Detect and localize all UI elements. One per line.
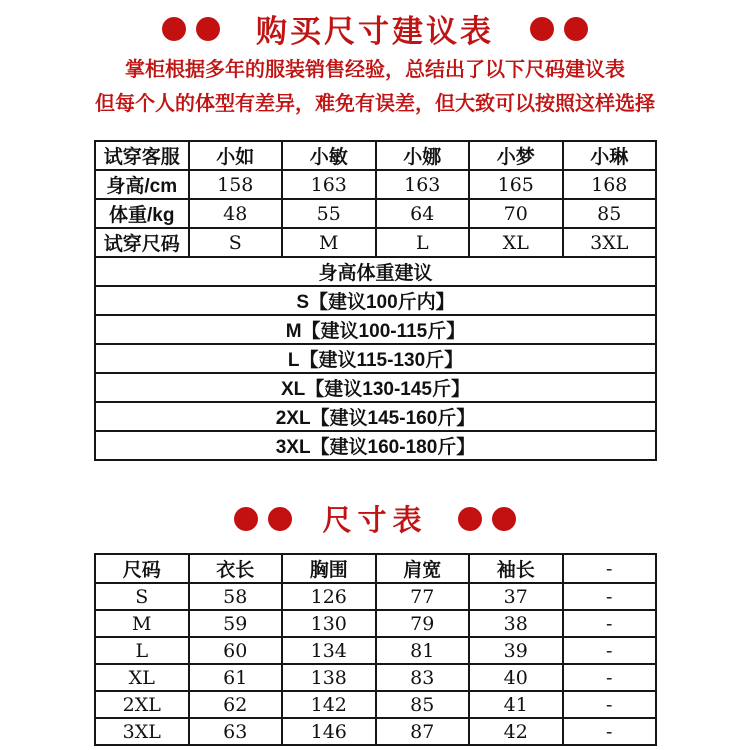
table-cell: 59 <box>189 610 283 637</box>
table-row <box>95 170 656 199</box>
table-cell: 163 <box>282 170 376 199</box>
header-cell: 胸围 <box>282 554 376 583</box>
table-row <box>95 718 656 745</box>
table-cell: M <box>95 610 189 637</box>
header-cell: 体重/kg <box>95 199 189 228</box>
table-cell: 2XL <box>95 691 189 718</box>
size-table-title-row <box>0 498 750 539</box>
red-dot-icon <box>458 507 482 531</box>
header-cell: 袖长 <box>469 554 563 583</box>
table-cell: S <box>95 583 189 610</box>
header-cell: 试穿客服 <box>95 141 189 170</box>
table-cell: 81 <box>376 637 470 664</box>
table-row <box>95 402 656 431</box>
table-row <box>95 637 656 664</box>
table-cell: 小梦 <box>469 141 563 170</box>
table-row <box>95 141 656 170</box>
table-cell: 70 <box>469 199 563 228</box>
suggestion-cell: L【建议115-130斤】 <box>95 344 656 373</box>
table-row <box>95 583 656 610</box>
table-cell: 39 <box>469 637 563 664</box>
table-cell: L <box>376 228 470 257</box>
dot-pair-left <box>234 507 292 531</box>
table-cell: 3XL <box>95 718 189 745</box>
header-cell: 身高/cm <box>95 170 189 199</box>
table-cell: 142 <box>282 691 376 718</box>
table-row <box>95 315 656 344</box>
table-cell: 62 <box>189 691 283 718</box>
table-row <box>95 286 656 315</box>
table-cell: 55 <box>282 199 376 228</box>
table-cell: 126 <box>282 583 376 610</box>
header-cell: 衣长 <box>189 554 283 583</box>
table-cell: 85 <box>563 199 657 228</box>
size-measurements-table <box>94 553 657 746</box>
table-cell: - <box>563 691 657 718</box>
suggestion-cell: S【建议100斤内】 <box>95 286 656 315</box>
table-cell: 165 <box>469 170 563 199</box>
table-cell: 38 <box>469 610 563 637</box>
table-cell: XL <box>95 664 189 691</box>
dot-pair-right <box>458 507 516 531</box>
table-cell: 83 <box>376 664 470 691</box>
table-cell: 小娜 <box>376 141 470 170</box>
table-cell: - <box>563 718 657 745</box>
table-cell: 87 <box>376 718 470 745</box>
red-dot-icon <box>492 507 516 531</box>
table-cell: 42 <box>469 718 563 745</box>
suggestion-cell: 2XL【建议145-160斤】 <box>95 402 656 431</box>
table-row <box>95 431 656 460</box>
table-cell: 138 <box>282 664 376 691</box>
table-cell: - <box>563 583 657 610</box>
table-row <box>95 257 656 286</box>
subtitle-line-1: 掌柜根据多年的服装销售经验，总结出了以下尺码建议表 <box>125 59 625 81</box>
table-cell: 41 <box>469 691 563 718</box>
main-title-row <box>0 6 750 51</box>
table-row <box>95 228 656 257</box>
suggestion-header-cell: 身高体重建议 <box>95 257 656 286</box>
red-dot-icon <box>196 17 220 41</box>
table-row <box>95 373 656 402</box>
header-cell: 试穿尺码 <box>95 228 189 257</box>
table-cell: 163 <box>376 170 470 199</box>
table-cell: 79 <box>376 610 470 637</box>
table-cell: M <box>282 228 376 257</box>
table-cell: 60 <box>189 637 283 664</box>
dot-pair-right <box>530 17 588 41</box>
table-cell: 134 <box>282 637 376 664</box>
table-cell: - <box>563 610 657 637</box>
table-cell: 85 <box>376 691 470 718</box>
table-cell: 小如 <box>189 141 283 170</box>
red-dot-icon <box>564 17 588 41</box>
dot-pair-left <box>162 17 220 41</box>
red-dot-icon <box>234 507 258 531</box>
table-row <box>95 344 656 373</box>
table-row <box>95 554 656 583</box>
subtitle-line-2: 但每个人的体型有差异，难免有误差，但大致可以按照这样选择 <box>95 93 655 115</box>
table-cell: - <box>563 664 657 691</box>
table-cell: 61 <box>189 664 283 691</box>
table-cell: 40 <box>469 664 563 691</box>
table-row <box>95 664 656 691</box>
header-cell: - <box>563 554 657 583</box>
table-cell: S <box>189 228 283 257</box>
header-cell: 肩宽 <box>376 554 470 583</box>
red-dot-icon <box>162 17 186 41</box>
page-title: 购买尺寸建议表 <box>256 14 494 49</box>
table-cell: 130 <box>282 610 376 637</box>
table-cell: 63 <box>189 718 283 745</box>
table-cell: 37 <box>469 583 563 610</box>
table-cell: 168 <box>563 170 657 199</box>
table-cell: 小敏 <box>282 141 376 170</box>
red-dot-icon <box>268 507 292 531</box>
suggestion-cell: M【建议100-115斤】 <box>95 315 656 344</box>
red-dot-icon <box>530 17 554 41</box>
table-cell: 小琳 <box>563 141 657 170</box>
table-cell: L <box>95 637 189 664</box>
table-row <box>95 691 656 718</box>
table-cell: - <box>563 637 657 664</box>
table-row <box>95 610 656 637</box>
table-cell: 48 <box>189 199 283 228</box>
header-cell: 尺码 <box>95 554 189 583</box>
fit-advisor-table <box>94 140 657 461</box>
suggestion-cell: 3XL【建议160-180斤】 <box>95 431 656 460</box>
table-cell: 58 <box>189 583 283 610</box>
table-cell: XL <box>469 228 563 257</box>
section-title: 尺寸表 <box>322 503 428 537</box>
table-cell: 146 <box>282 718 376 745</box>
table-cell: 77 <box>376 583 470 610</box>
suggestion-cell: XL【建议130-145斤】 <box>95 373 656 402</box>
table-row <box>95 199 656 228</box>
table-cell: 158 <box>189 170 283 199</box>
table-cell: 64 <box>376 199 470 228</box>
table-cell: 3XL <box>563 228 657 257</box>
